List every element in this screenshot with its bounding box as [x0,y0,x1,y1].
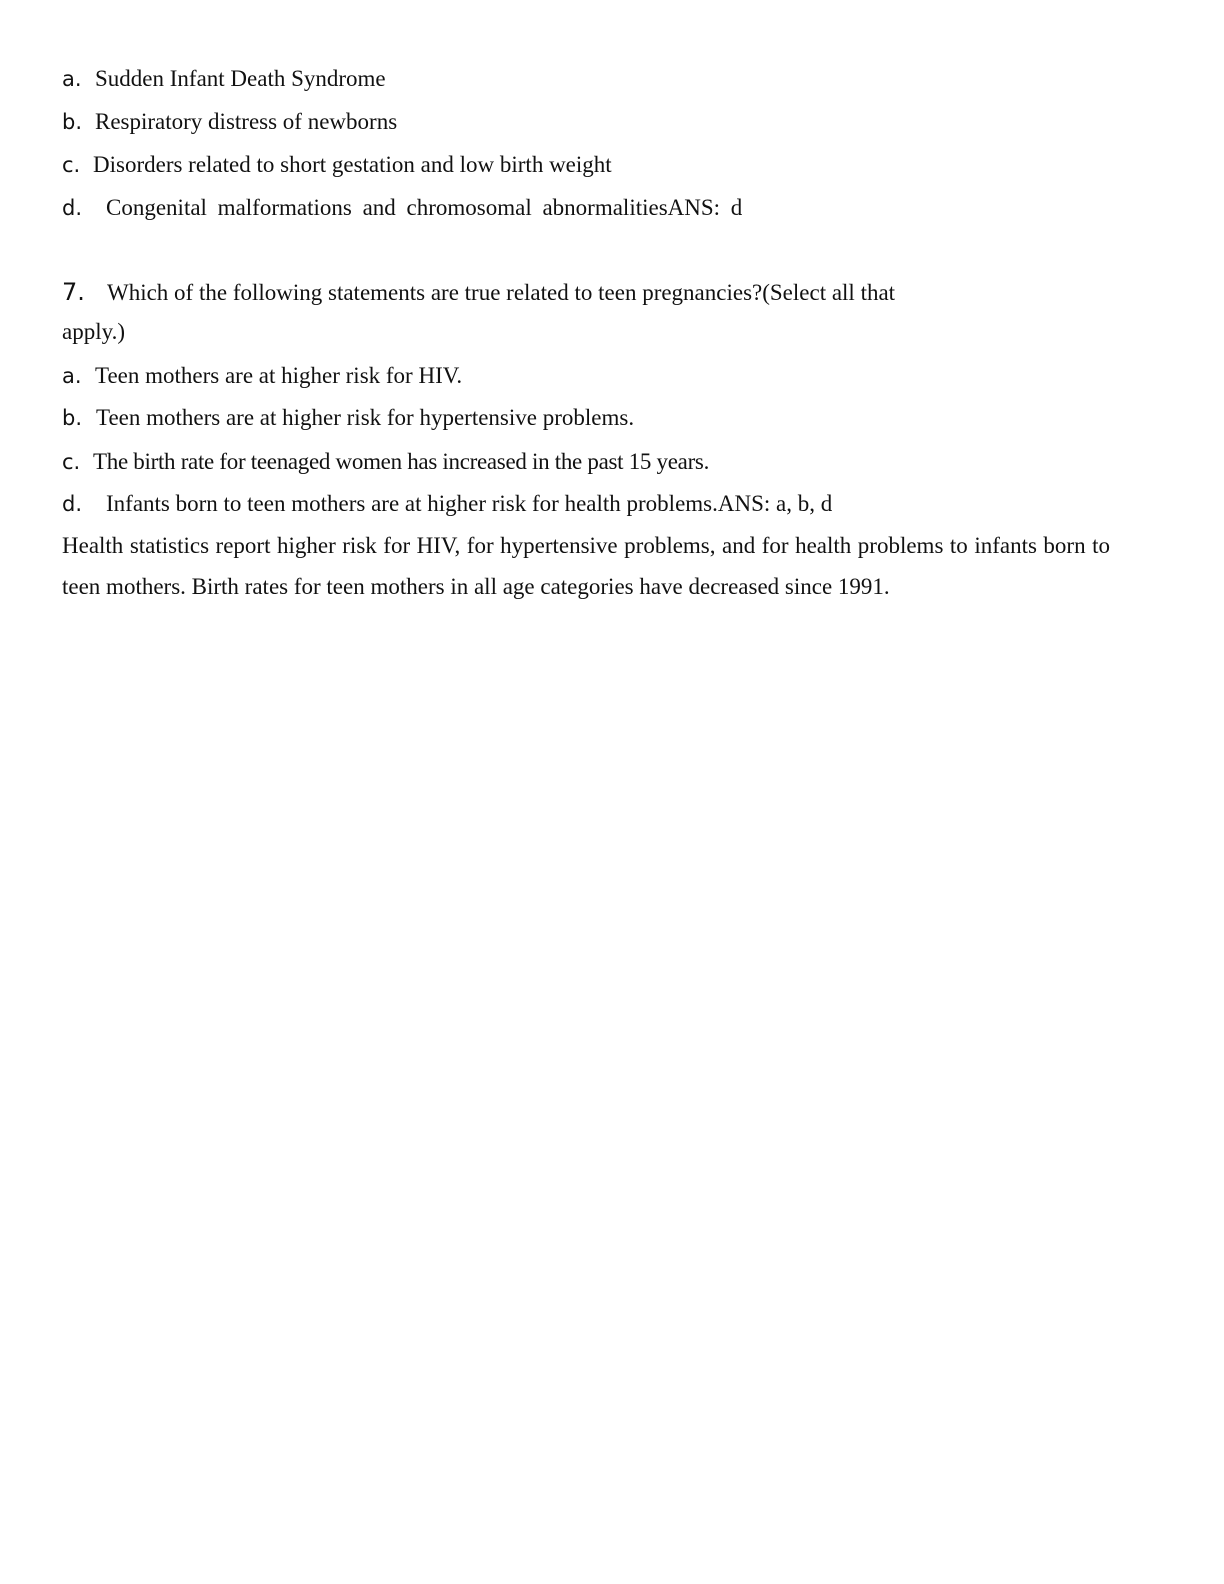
option-text: Sudden Infant Death Syndrome [95,66,386,91]
q7-option-a [62,362,462,390]
option-letter: c. [62,450,81,474]
option-text: Teen mothers are at higher risk for hypertensive problems. [96,405,635,430]
rationale-paragraph: Health statistics report higher risk for HIV, for hypertensive problems, and for health problems to infants born to teen mothers. Birth rates for teen mothers in all age categories have decreased since 1991. [62,533,1110,599]
option-a [62,65,386,93]
option-text: Respiratory distress of newborns [95,109,398,134]
option-letter: a. [62,364,82,388]
option-letter: c. [62,153,81,177]
option-letter: a. [62,67,82,91]
option-text: The birth rate for teenaged women has increased in the past 15 years. [93,449,710,474]
question-stem-line1: Which of the following statements are true related to teen pregnancies?(Select all that [107,280,896,305]
option-letter: b. [62,406,83,430]
question-7-stem [62,278,895,307]
option-letter: d. [62,196,83,220]
option-c [62,151,612,179]
option-text: Teen mothers are at higher risk for HIV. [95,363,463,388]
option-text: Congenital malformations and chromosomal abnormalitiesANS: d [106,195,743,220]
option-b [62,108,397,136]
option-letter: d. [62,492,83,516]
q7-option-c [62,448,709,476]
question-stem-line2: apply.) [62,319,126,344]
option-text: Disorders related to short gestation and low birth weight [93,152,612,177]
q7-option-b [62,404,634,432]
option-d [62,194,742,222]
question-number: 7. [62,278,85,306]
q7-option-d [62,490,832,518]
option-text: Infants born to teen mothers are at higher risk for health problems.ANS: a, b, d [106,491,833,516]
question-7-stem-continued [62,318,125,346]
option-letter: b. [62,110,83,134]
